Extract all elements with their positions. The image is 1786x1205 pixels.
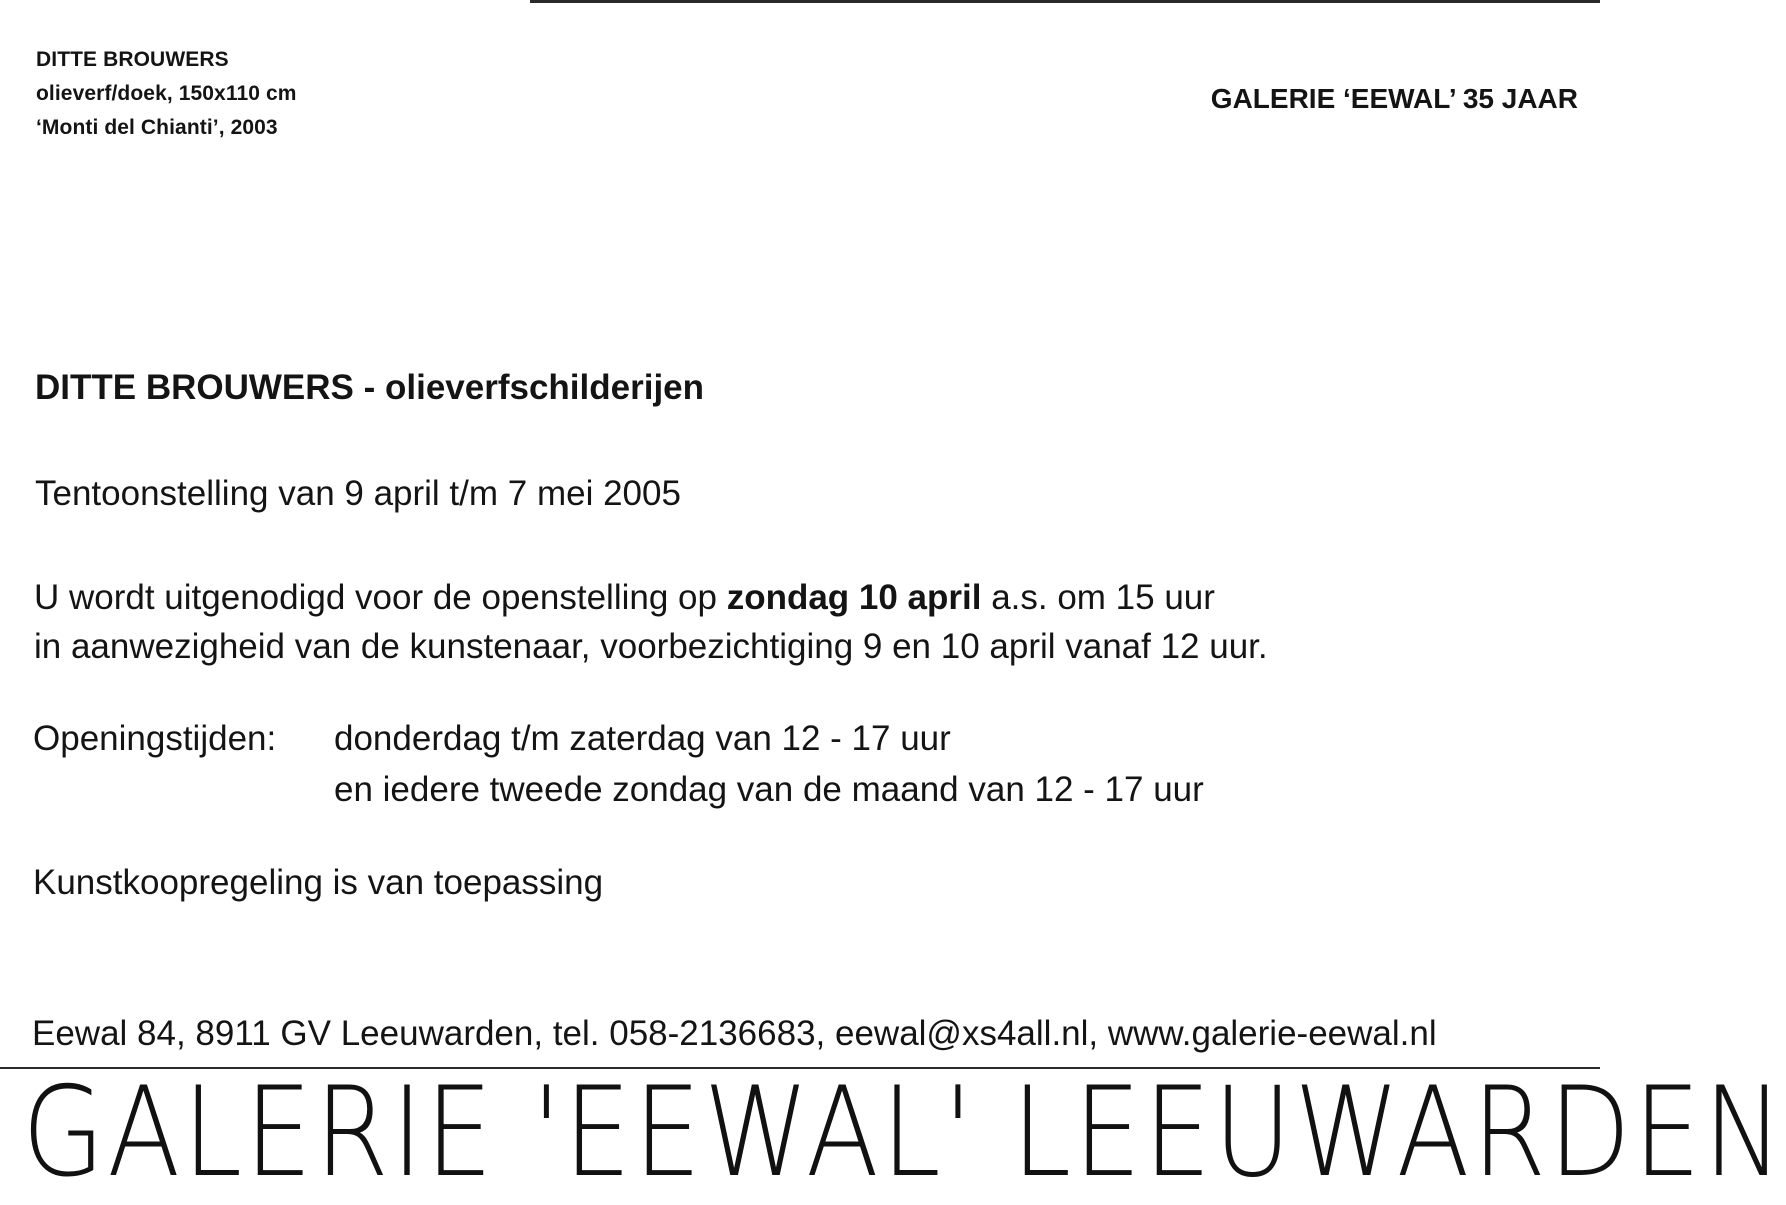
invitation-time: a.s. om 15 uur (981, 578, 1215, 617)
hours-label: Openingstijden: (33, 719, 277, 758)
exhibition-dates: Tentoonstelling van 9 april t/m 7 mei 2005 (35, 474, 681, 513)
anniversary-title: GALERIE ‘EEWAL’ 35 JAAR (1210, 83, 1578, 114)
caption-artist: DITTE BROUWERS (36, 48, 229, 71)
hours-line-2: en iedere tweede zondag van de maand van 12 - 17 uur (334, 770, 1204, 809)
exhibition-heading (35, 368, 704, 408)
invitation-line-2: in aanwezigheid van de kunstenaar, voorbezichtiging 9 en 10 april vanaf 12 uur. (34, 627, 1268, 666)
heading-separator: - (353, 368, 385, 407)
hours-line-1: donderdag t/m zaterdag van 12 - 17 uur (334, 719, 951, 758)
caption-work-title: ‘Monti del Chianti’, 2003 (36, 116, 278, 139)
gallery-wordmark: GALERIE 'EEWAL' LEEUWARDEN (22, 1061, 1786, 1205)
caption-medium: olieverf/doek, 150x110 cm (36, 82, 297, 105)
opening-date: zondag 10 april (726, 578, 982, 617)
heading-subtitle: olieverfschilderijen (385, 368, 705, 407)
artwork-caption (36, 43, 297, 145)
gallery-address: Eewal 84, 8911 GV Leeuwarden, tel. 058-2136683, eewal@xs4all.nl, www.galerie-eewal.nl (32, 1014, 1437, 1053)
heading-artist: DITTE BROUWERS (35, 368, 354, 407)
invitation-text: U wordt uitgenodigd voor de openstelling op (34, 578, 727, 617)
purchase-note: Kunstkoopregeling is van toepassing (33, 863, 604, 902)
top-edge-line (530, 0, 1600, 3)
invitation-line-1 (34, 578, 1215, 618)
